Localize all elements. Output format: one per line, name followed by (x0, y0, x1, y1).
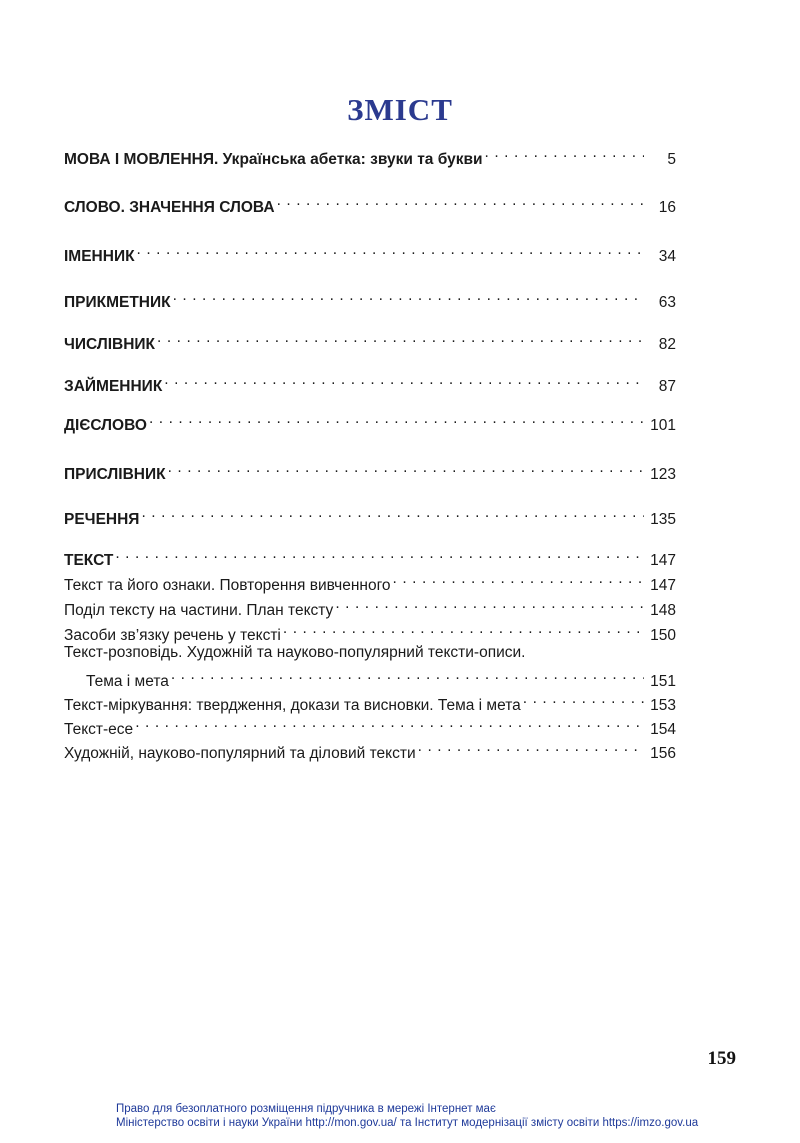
dot-leader (277, 190, 644, 212)
toc-entry-page: 147 (650, 552, 676, 569)
dot-leader (393, 568, 644, 590)
toc-entry-page: 87 (658, 378, 676, 395)
dot-leader (485, 142, 644, 164)
dot-leader (171, 664, 644, 686)
footer-line: Право для безоплатного розміщення підручника в мережі Інтернет має (116, 1103, 496, 1115)
dot-leader (141, 502, 644, 524)
toc-entry-page: 151 (650, 673, 676, 690)
dot-leader (157, 327, 644, 349)
toc-entry-page: 148 (650, 602, 676, 619)
dot-leader (523, 688, 644, 710)
toc-entry-label: Художній, науково-популярний та діловий тексти (64, 745, 416, 762)
toc-entry-page: 150 (650, 627, 676, 644)
toc-entry-label: ДІЄСЛОВО (64, 417, 147, 434)
dot-leader (149, 408, 644, 430)
toc-entry-page: 147 (650, 577, 676, 594)
toc-entry-label: ПРИСЛІВНИК (64, 466, 166, 483)
toc-entry-label: РЕЧЕННЯ (64, 511, 140, 528)
dot-leader (137, 239, 644, 261)
toc-entry-label: Поділ тексту на частини. План тексту (64, 602, 334, 619)
toc-entry-label: ЗАЙМЕННИК (64, 378, 163, 395)
toc-subentry[interactable] (64, 568, 676, 594)
toc-entry[interactable] (64, 502, 676, 528)
footer-notice (116, 1102, 698, 1130)
toc-entry-label: СЛОВО. ЗНАЧЕННЯ СЛОВА (64, 199, 275, 216)
toc-entry[interactable] (64, 543, 676, 569)
page-title: ЗМІСТ (347, 92, 453, 127)
toc-entry[interactable] (64, 457, 676, 483)
toc-entry-label: ЧИСЛІВНИК (64, 336, 156, 353)
toc-subentry[interactable] (64, 736, 676, 762)
toc-subentry[interactable] (64, 664, 676, 690)
dot-leader (135, 712, 644, 734)
dot-leader (164, 369, 644, 391)
toc-entry-label: Текст-есе (64, 721, 134, 738)
toc-entry-label: ТЕКСТ (64, 552, 114, 569)
toc-entry-label: Текст-міркування: твердження, докази та висновки. Тема і мета (64, 697, 521, 714)
toc-entry-label: МОВА І МОВЛЕННЯ. Українська абетка: звуки та букви (64, 151, 483, 168)
toc-entry-page: 154 (650, 721, 676, 738)
toc-entry[interactable] (64, 239, 676, 265)
dot-leader (335, 593, 644, 615)
toc-entry-label: Засоби зв’язку речень у тексті (64, 627, 281, 644)
toc-subentry[interactable] (64, 593, 676, 619)
dot-leader (418, 736, 644, 758)
dot-leader (173, 285, 644, 307)
toc-entry-page: 156 (650, 745, 676, 762)
toc-entry-label: ПРИКМЕТНИК (64, 294, 171, 311)
toc-entry-label: Тема і мета (86, 673, 169, 690)
toc-entry-page: 101 (650, 417, 676, 434)
toc-entry-page: 123 (650, 466, 676, 483)
toc-entry-page: 34 (658, 248, 676, 265)
toc-entry[interactable] (64, 408, 676, 434)
toc-entry[interactable] (64, 285, 676, 311)
toc-entry[interactable] (64, 190, 676, 216)
dot-leader (115, 543, 644, 565)
toc-subentry[interactable] (64, 688, 676, 714)
toc-subentry[interactable] (64, 618, 676, 644)
toc-entry-page: 5 (667, 151, 676, 168)
toc-entry-label: ІМЕННИК (64, 248, 135, 265)
dot-leader (168, 457, 644, 479)
toc-entry[interactable] (64, 327, 676, 353)
toc-entry-page: 16 (658, 199, 676, 216)
toc-entry-page: 135 (650, 511, 676, 528)
dot-leader (283, 618, 644, 640)
toc-entry[interactable] (64, 142, 676, 168)
toc-entry-page: 63 (658, 294, 676, 311)
toc-entry-page: 153 (650, 697, 676, 714)
footer-line: Міністерство освіти і науки України http://mon.gov.ua/ та Інститут модернізації змісту освіти https://imzo.gov.ua (116, 1117, 699, 1129)
toc-subentry[interactable] (64, 712, 676, 738)
toc-entry[interactable] (64, 369, 676, 395)
toc-subentry-first-line[interactable]: Текст-розповідь. Художній та науково-популярний тексти-описи. (64, 644, 526, 661)
toc-entry-label: Текст та його ознаки. Повторення вивченного (64, 577, 391, 594)
page-number: 159 (707, 1048, 736, 1069)
toc-entry-page: 82 (658, 336, 676, 353)
